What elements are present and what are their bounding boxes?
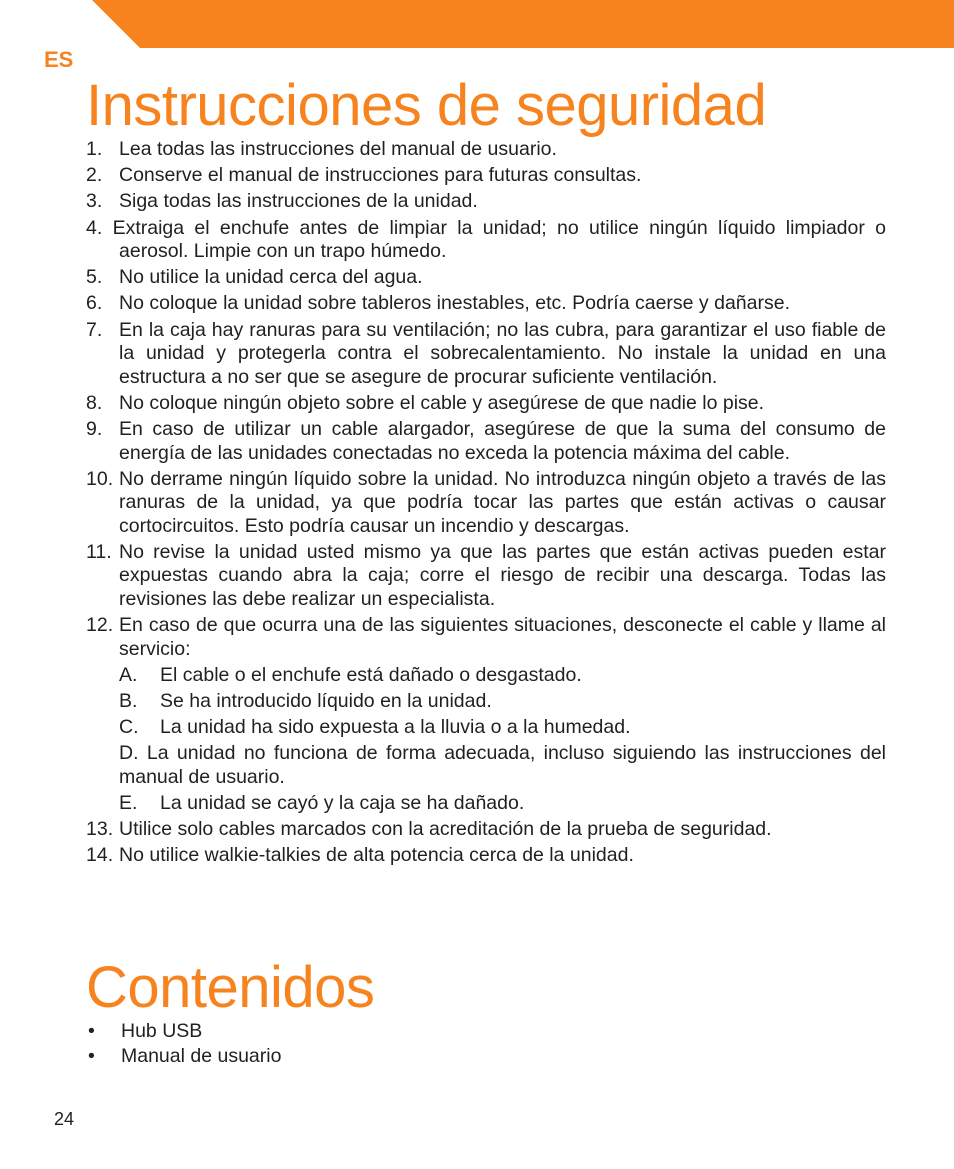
safety-title: Instrucciones de seguridad [86,73,767,138]
list-item: 13. Utilice solo cables marcados con la acreditación de la prueba de seguridad. [86,818,772,841]
contents-list [86,1019,281,1069]
page-number: 24 [54,1109,75,1129]
list-item: 14. No utilice walkie-talkies de alta potencia cerca de la unidad. [86,844,634,867]
list-item: 10. No derrame ningún líquido sobre la unidad. No introduzca ningún objeto a través de las ranuras de la unidad, ya que podría tocar las partes que están activas o causar cortocircuitos. Esto podría causar un incendio y descargas. [86,467,886,537]
list-item: • Hub USB [88,1020,203,1042]
list-item: 7. En la caja hay ranuras para su ventilación; no las cubra, para garantizar el uso fiable de la unidad y protegerla contra el sobrecalentamiento. No instale la unidad en una estructura a no ser que se asegure de procurar suficiente ventilación. [86,318,886,388]
sub-list-item: A. El cable o el enchufe está dañado o desgastado. [119,663,582,686]
list-item: 8. No coloque ningún objeto sobre el cable y asegúrese de que nadie lo pise. [86,391,765,414]
list-item: 1. Lea todas las instrucciones del manual de usuario. [86,138,557,160]
sub-list-item: C. La unidad ha sido expuesta a la lluvia o a la humedad. [119,716,631,739]
bullet-icon: • [88,1045,95,1067]
list-item: 4. Extraiga el enchufe antes de limpiar la unidad; no utilice ningún líquido limpiador o aerosol. Limpie con un trapo húmedo. [86,216,886,263]
bullet-icon: • [88,1020,95,1042]
list-item: 12. En caso de que ocurra una de las siguientes situaciones, desconecte el cable y llame al servicio: [86,614,886,660]
sub-list-item: E. La unidad se cayó y la caja se ha dañado. [119,792,525,814]
safety-instructions-list [86,138,886,871]
list-item: 5. No utilice la unidad cerca del agua. [86,266,423,289]
contents-title: Contenidos [86,955,375,1020]
language-tag: ES [44,47,74,72]
header-orange-band [0,0,954,50]
list-item: • Manual de usuario [88,1045,282,1067]
sub-list-item: D. La unidad no funciona de forma adecuada, incluso siguiendo las instrucciones del manual de usuario. [119,742,886,788]
list-item: 11. No revise la unidad usted mismo ya que las partes que están activas pueden estar expuestas cuando abra la caja; corre el riesgo de recibir una descarga. Todas las revisiones las debe realizar un especialista. [86,540,886,610]
list-item: 9. En caso de utilizar un cable alargador, asegúrese de que la suma del consumo de energía de las unidades conectadas no exceda la potencia máxima del cable. [86,418,886,464]
list-item: 2. Conserve el manual de instrucciones para futuras consultas. [86,164,642,187]
list-item: 3. Siga todas las instrucciones de la unidad. [86,190,478,213]
list-item: 6. No coloque la unidad sobre tableros inestables, etc. Podría caerse y dañarse. [86,292,790,315]
sub-list-item: B. Se ha introducido líquido en la unidad. [119,689,492,712]
